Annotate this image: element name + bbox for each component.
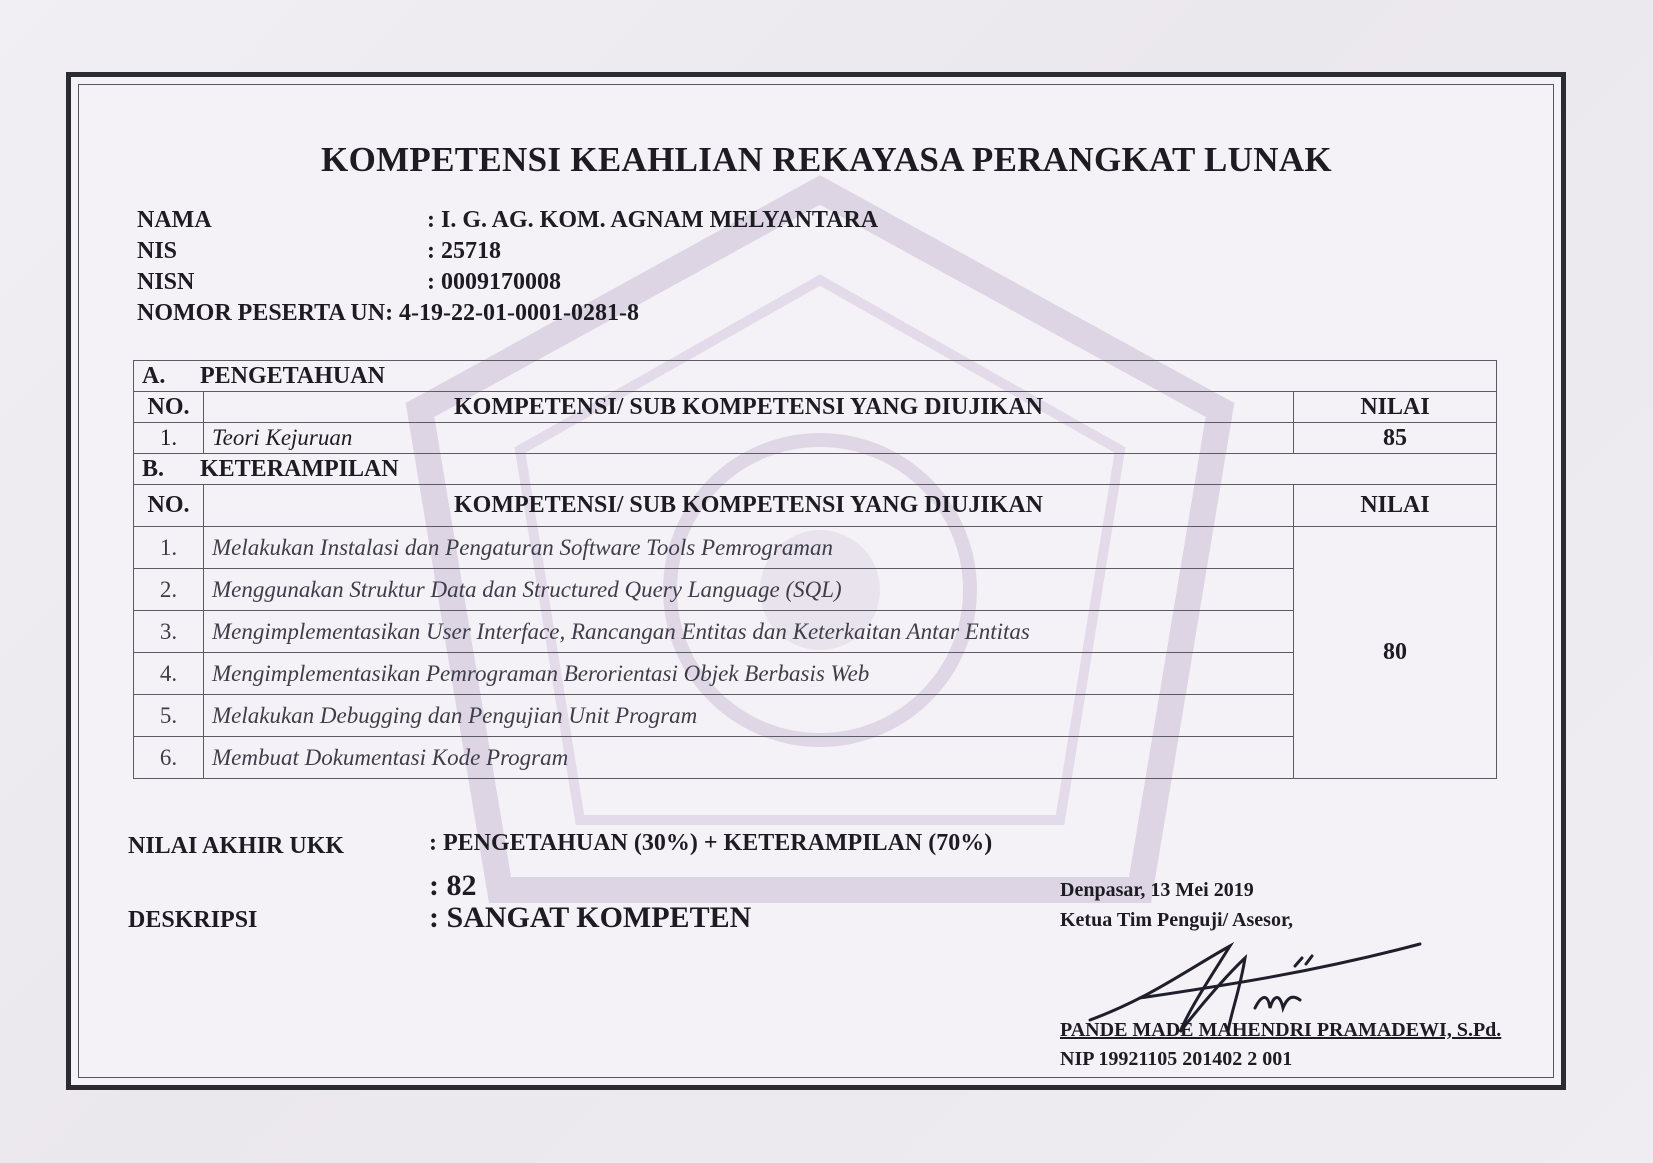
row-number: 6. <box>134 737 204 779</box>
info-label: NOMOR PESERTA UN <box>137 300 386 326</box>
description-label: DESKRIPSI <box>128 907 258 933</box>
student-info <box>137 205 878 329</box>
section-letter: B. <box>142 455 165 482</box>
table-row <box>134 611 1497 653</box>
table-row <box>134 737 1497 779</box>
row-competency: Melakukan Debugging dan Pengujian Unit Program <box>204 695 1294 737</box>
section-b-title <box>134 454 1497 485</box>
signer-nip: NIP 19921105 201402 2 001 <box>1060 1048 1293 1070</box>
description-value: : SANGAT KOMPETEN <box>429 901 752 934</box>
header-score: NILAI <box>1294 485 1497 527</box>
info-value: : 25718 <box>427 238 501 264</box>
info-value: : 4-19-22-01-0001-0281-8 <box>385 300 640 326</box>
row-number: 5. <box>134 695 204 737</box>
section-name: PENGETAHUAN <box>200 362 385 389</box>
final-score-value: : 82 <box>429 869 477 902</box>
signer-role: Ketua Tim Penguji/ Asesor, <box>1060 909 1293 931</box>
table-row <box>134 423 1497 454</box>
final-score-label: NILAI AKHIR UKK <box>128 833 345 859</box>
section-b-header-row <box>134 454 1497 485</box>
column-header-row <box>134 392 1497 423</box>
row-number: 3. <box>134 611 204 653</box>
info-label: NAMA <box>137 207 212 233</box>
table-row <box>134 569 1497 611</box>
row-competency: Membuat Dokumentasi Kode Program <box>204 737 1294 779</box>
row-competency: Melakukan Instalasi dan Pengaturan Software Tools Pemrograman <box>204 527 1294 569</box>
table-row <box>134 695 1497 737</box>
signer-details <box>1060 1019 1501 1071</box>
info-value: : 0009170008 <box>427 269 561 295</box>
info-value: : I. G. AG. KOM. AGNAM MELYANTARA <box>427 207 879 233</box>
info-row-nama <box>137 205 878 236</box>
header-no: NO. <box>134 392 204 423</box>
table-row <box>134 527 1497 569</box>
header-no: NO. <box>134 485 204 527</box>
info-row-nomor-peserta <box>137 298 878 329</box>
row-number: 4. <box>134 653 204 695</box>
header-score: NILAI <box>1294 392 1497 423</box>
final-score-formula: : PENGETAHUAN (30%) + KETERAMPILAN (70%) <box>429 830 993 856</box>
header-competency: KOMPETENSI/ SUB KOMPETENSI YANG DIUJIKAN <box>204 485 1294 527</box>
row-number: 1. <box>134 527 204 569</box>
row-competency: Menggunakan Struktur Data dan Structured Query Language (SQL) <box>204 569 1294 611</box>
section-a-title <box>134 361 1497 392</box>
row-competency: Mengimplementasikan Pemrograman Berorientasi Objek Berbasis Web <box>204 653 1294 695</box>
section-letter: A. <box>142 362 166 389</box>
column-header-row <box>134 485 1497 527</box>
document-title: KOMPETENSI KEAHLIAN REKAYASA PERANGKAT LUNAK <box>321 140 1332 179</box>
info-label: NIS <box>137 238 178 264</box>
signature-header <box>1060 875 1293 935</box>
header-competency: KOMPETENSI/ SUB KOMPETENSI YANG DIUJIKAN <box>204 392 1294 423</box>
section-a-header-row <box>134 361 1497 392</box>
skill-score: 80 <box>1294 527 1497 779</box>
place-date: Denpasar, 13 Mei 2019 <box>1060 879 1254 901</box>
table-row <box>134 653 1497 695</box>
row-number: 2. <box>134 569 204 611</box>
competency-table <box>133 360 1497 779</box>
row-number: 1. <box>134 423 204 454</box>
row-competency: Mengimplementasikan User Interface, Rancangan Entitas dan Keterkaitan Antar Entitas <box>204 611 1294 653</box>
knowledge-score: 85 <box>1294 423 1497 454</box>
row-competency: Teori Kejuruan <box>204 423 1294 454</box>
info-row-nis <box>137 236 878 267</box>
info-label: NISN <box>137 269 195 295</box>
info-row-nisn <box>137 267 878 298</box>
section-name: KETERAMPILAN <box>200 455 399 482</box>
signer-name: PANDE MADE MAHENDRI PRAMADEWI, S.Pd. <box>1060 1019 1502 1041</box>
